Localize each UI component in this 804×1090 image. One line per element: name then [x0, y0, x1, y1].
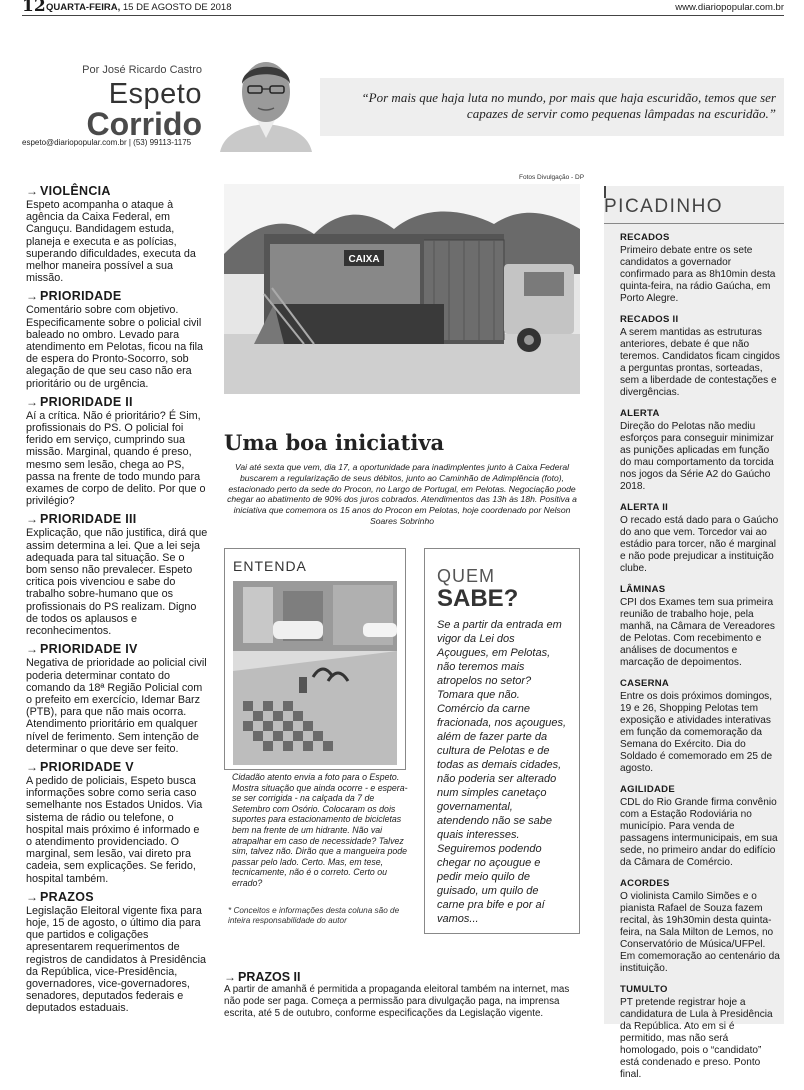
author-contact[interactable]: espeto@diariopopular.com.br | (53) 99113-1175: [22, 138, 192, 147]
arrow-icon: →: [26, 289, 39, 304]
arrow-icon: →: [26, 889, 39, 904]
note-text: Comentário sobre com objetivo. Especificamente sobre o policial civil baleado no ombro. Levado para atendimento em Pelotas, ficou na fila de espera do Pronto-Socorro, sob alegação de que seu caso não era prioritário ou de urgência.: [26, 304, 204, 390]
photo-credit: Fotos Divulgação - DP: [519, 174, 585, 181]
note-title: PRIORIDADE II: [40, 394, 133, 409]
truck-photo: [224, 184, 580, 394]
picadinho-title: PICADINHO: [604, 196, 724, 217]
short-note: [620, 314, 780, 399]
author-portrait: [212, 48, 320, 152]
short-note-text: Entre os dois próximos domingos, 19 e 26, Shopping Pelotas tem exposição e atividades interativas em função da comemoração da Semana do Exército. Dia do Soldado é comemorado em 25 de agosto.: [620, 691, 773, 774]
short-note-title: ACORDES: [620, 878, 670, 889]
note-violencia: [26, 184, 208, 284]
article-lead: Vai até sexta que vem, dia 17, a oportunidade para inadimplentes junto à Caixa Federal buscarem a regularização de seus débitos, junto ao Caminhão de Adimplência (foto), estacionado perto da sede do Procon, no Largo de Portugal, em Pelotas. Negociação pode chegar ao abatimento de 90% dos juros cobrados. Atendimentos das 13h às 18h. Positiva a iniciativa que comemora os 15 anos do Procon em Pelotas, hoje coordenado por Nelson Soares Sobrinho: [227, 462, 577, 526]
short-note-title: ALERTA II: [620, 502, 669, 513]
entenda-box: [224, 548, 406, 770]
note-prioridade-iii: [26, 512, 208, 637]
short-note-text: PT pretende registrar hoje a candidatura de Lula à Presidência da República. Ato em si é permitido, mas não será homologado, pois o “candidato” está condenado e preso. Ponto final.: [620, 997, 773, 1080]
note-title: PRIORIDADE V: [40, 759, 134, 774]
byline: Por José Ricardo Castro: [82, 64, 202, 76]
short-note-text: Primeiro debate entre os sete candidatos a governador confirmado para as 8h10min desta quinta-feira, na rádio Gaúcha, em Porto Alegre.: [620, 245, 776, 304]
short-note: [620, 408, 780, 493]
note-text: A partir de amanhã é permitida a propaganda eleitoral também na internet, mas não pode ser paga. Começa a permissão para divulgação paga, na imprensa escrita, até 5 de outubro, conforme especificações da Legislação vigente.: [224, 984, 570, 1019]
date: 15 DE AGOSTO DE 2018: [122, 2, 232, 13]
note-text: A pedido de policiais, Espeto busca informações sobre como seria caso semelhante nos Estados Unidos. Via sistema de rádio ou telefone, o hospital mais próximo é informado e o atendimento providenciado. O marginal, sem lesão, vai direto pra cadeia, sem explicações. Se ferido, hospital também.: [26, 774, 203, 885]
short-note-title: TUMULTO: [620, 984, 668, 995]
note-text: Legislação Eleitoral vigente fixa para hoje, 15 de agosto, o último dia para que partidos e coligações apresentarem requerimentos de registros de candidatos à Presidência da República, vice-Presidência, governadores, vice-governadores, senadores, deputados federais e deputados estaduais.: [26, 904, 207, 1015]
picadinho-notes: [620, 232, 780, 1090]
weekday: QUARTA-FEIRA,: [46, 2, 121, 13]
note-text: Negativa de prioridade ao policial civil poderia determinar contato do comando da 18ª Região Policial com o prefeito em exercício, Idemar Barz (PTB), para que não mais ocorra. Atendimento prioritário em qualquer nível de ferimento. Sem intenção de determinar o que deve ser feito.: [26, 657, 207, 755]
article-headline: Uma boa iniciativa: [224, 430, 445, 455]
arrow-icon: →: [26, 394, 39, 409]
short-note-text: A serem mantidas as estruturas anteriores, debate é que não teremos. Candidatos ficam cingidos a perguntas prontas, sorteadas, sem a liberdade de contestações e divergências.: [620, 327, 780, 398]
arrow-icon: →: [26, 759, 39, 774]
note-text: Explicação, que não justifica, dirá que assim determina a lei. Que a lei seja adequada para tal situação. Se o bom senso não prevalecer. Espeto critica pois vivenciou e sabe do trabalho sobre-humano que os profissionais do PS realizam. Digno de todos os aplausos e reconhecimentos.: [26, 527, 208, 638]
note-prioridade: [26, 289, 208, 389]
short-note-text: CPI dos Exames tem sua primeira reunião de trabalho hoje, pela manhã, na Câmara de Vereadores de Pelotas. Com recebimento e análises de documentos e marcação de depoimentos.: [620, 597, 775, 668]
epigraph-quote: “Por mais que haja luta no mundo, por mais que haja escuridão, temos que ser capazes de servir como pequenas lâmpadas na escuridão.”: [361, 90, 776, 121]
note-text: Aí a crítica. Não é prioritário? É Sim, profissionais do PS. O policial foi ferido em serviço, cumprindo sua missão. Marginal, quando é preso, mesmo sem lesão, chega ao PS, passa na frente de todo mundo para exames de corpo de delito. Por que o privilégio?: [26, 409, 206, 508]
note-prioridade-v: [26, 760, 208, 885]
short-note: [620, 678, 780, 775]
short-note: [620, 784, 780, 869]
entenda-label: ENTENDA: [233, 558, 307, 574]
left-column: [26, 184, 208, 1020]
arrow-icon: →: [26, 512, 39, 527]
short-note-title: RECADOS: [620, 232, 670, 243]
note-text: Espeto acompanha o ataque à agência da Caixa Federal, em Canguçu. Bandidagem estuda, planeja e executa e as polícias, superando dificuldades, executa da melhor maneira possível a sua missão.: [26, 199, 196, 285]
page-header-bar: [22, 0, 784, 16]
note-prazos-ii: [224, 970, 588, 1019]
note-title: PRAZOS: [40, 889, 94, 904]
note-prazos: [26, 890, 208, 1015]
note-title: PRIORIDADE IV: [40, 642, 138, 657]
short-note-title: ALERTA: [620, 408, 660, 419]
page-number: 12: [22, 0, 46, 16]
short-note-text: O violinista Camilo Simões e o pianista Rafael de Souza fazem recital, às 19h30min desta quinta-feira, na Sala Milton de Lemos, no Conservatório de Música/UFPel. Em comemoração ao centenário da instituição.: [620, 891, 780, 974]
arrow-icon: →: [224, 970, 236, 984]
column-disclaimer: * Conceitos e informações desta coluna são de inteira responsabilidade do autor: [228, 906, 400, 925]
short-note-title: CASERNA: [620, 678, 670, 689]
short-note: [620, 584, 780, 669]
quote-band: [318, 78, 784, 136]
arrow-icon: →: [26, 184, 39, 198]
short-note-title: LÂMINAS: [620, 584, 666, 595]
short-note-text: O recado está dado para o Gaúcho do ano que vem. Torcedor vai ao estádio para torcer, não é marginal e não pode prejudicar a instituição clube.: [620, 515, 779, 574]
entenda-text: Cidadão atento envia a foto para o Espeto. Mostra situação que ainda ocorre - e espera-se ser corrigida - na calçada da 7 de Setembro com Osório. Colocaram os dois suportes para estacionamento de bicicletas bem na frente de um hidrante. Não vai atrapalhar em caso de necessidade? Talvez sim, talvez não. Dirão que a mangueira pode passar pelo lado. Certo. Mas, em tese, tecnicamente, não é o correto. Certo ou errado?: [232, 772, 408, 888]
note-title: VIOLÊNCIA: [40, 184, 111, 198]
note-title: PRAZOS II: [238, 970, 301, 984]
note-title: PRIORIDADE III: [40, 512, 137, 527]
sidewalk-photo: [233, 581, 397, 765]
note-prioridade-ii: [26, 395, 208, 508]
quem-sabe-text: Se a partir da entrada em vigor da Lei dos Açougues, em Pelotas, não teremos mais atropelos no setor? Tomara que não. Comércio da carne fracionada, nos açougues, além de fazer parte da cultura de Pelotas e de todas as demais cidades, não poderia ser alterado num simples canetaço governamental, atendendo não se sabe quais interesses. Seguiremos podendo chegar no açougue e pedir meio quilo de guisado, um quilo de carne pra bife e por aí vamos...: [437, 619, 567, 925]
website-link[interactable]: www.diariopopular.com.br: [675, 2, 784, 13]
issue-date: [46, 2, 231, 13]
column-header: [22, 60, 784, 152]
short-note: [620, 984, 780, 1081]
quem-sabe-box: [424, 548, 580, 934]
column-title-line2: Corrido: [86, 106, 202, 142]
short-note-text: CDL do Rio Grande firma convênio com a Estação Rodoviária no município. Para venda de passagens intermunicipais, em sua sede, no primeiro andar do edifício da Câmara de Comércio.: [620, 797, 778, 868]
column-title-line1: Espeto: [108, 78, 202, 110]
short-note-title: RECADOS II: [620, 314, 679, 325]
quem-sabe-title-line2: SABE?: [437, 585, 519, 612]
arrow-icon: →: [26, 642, 39, 657]
short-note-text: Direção do Pelotas não mediu esforços para conseguir minimizar as punições aplicadas em função do mau comportamento da torcida nos jogos da Série A2 do Gaúcho 2018.: [620, 421, 774, 492]
picadinho-column: [604, 186, 784, 1080]
short-note-title: AGILIDADE: [620, 784, 675, 795]
divider: [604, 223, 784, 224]
quem-sabe-title-line1: QUEM: [437, 566, 495, 586]
note-title: PRIORIDADE: [40, 289, 122, 304]
note-prioridade-iv: [26, 642, 208, 755]
short-note: [620, 232, 780, 305]
caixa-sign: CAIXA: [348, 254, 380, 265]
short-note: [620, 502, 780, 575]
short-note: [620, 878, 780, 975]
